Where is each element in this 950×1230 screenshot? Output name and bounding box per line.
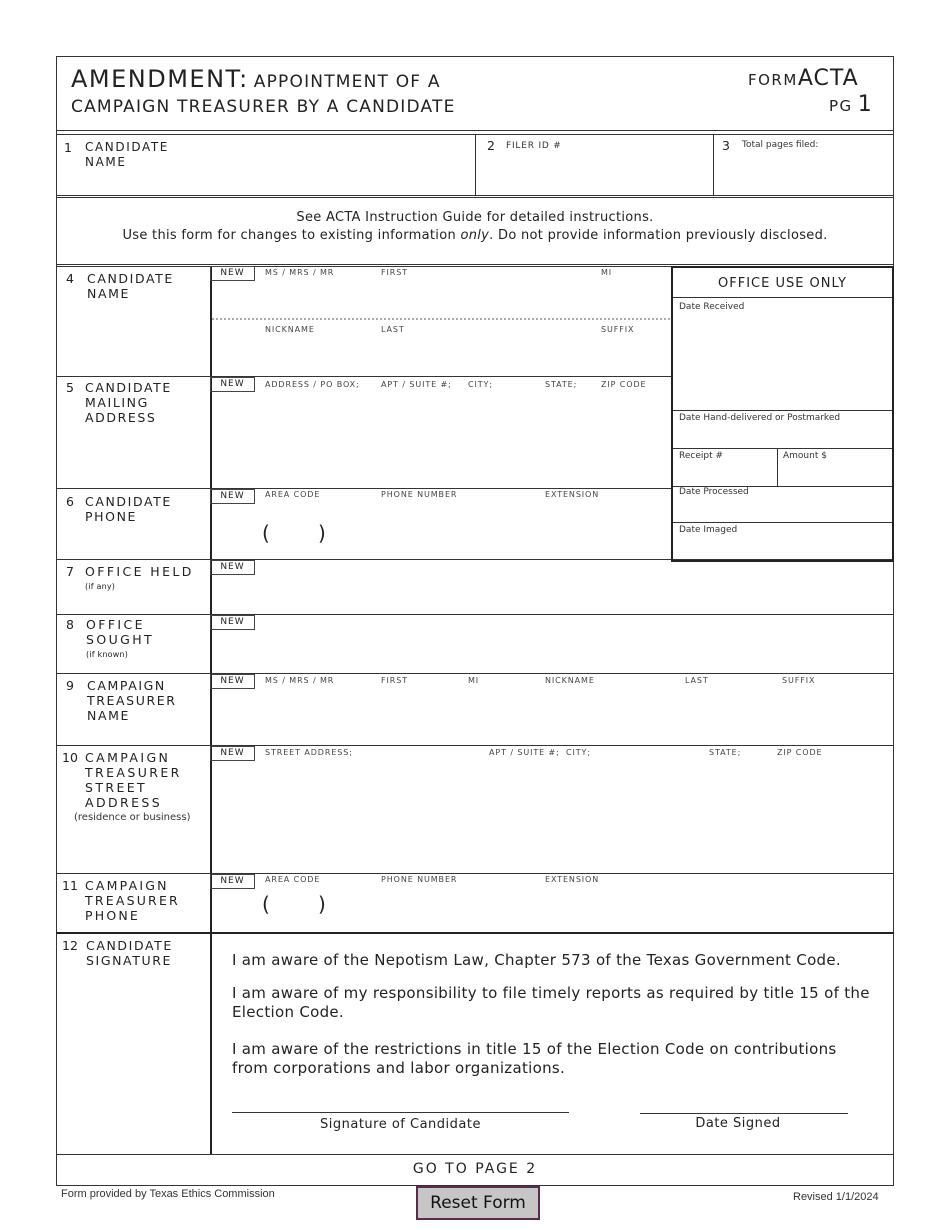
s12-number: 12: [62, 938, 78, 953]
s12-label: [86, 938, 173, 968]
s7-label-text: OFFICE HELD: [85, 564, 194, 579]
s6-f-area: AREA CODE: [265, 490, 321, 499]
s11-label-line1: CAMPAIGN: [85, 878, 169, 893]
s5-label-line1: CANDIDATE: [85, 380, 172, 395]
s9-f-nickname: NICKNAME: [545, 676, 595, 685]
statement-nepotism: I am aware of the Nepotism Law, Chapter 573 of the Texas Government Code.: [232, 951, 841, 969]
s8-label-line2: SOUGHT: [86, 632, 155, 647]
treasurer-name-input[interactable]: [258, 690, 888, 742]
s5-address-input[interactable]: [258, 393, 668, 485]
s9-label: [87, 678, 177, 723]
office-use-title: OFFICE USE ONLY: [718, 276, 847, 291]
s8-sublabel: (if known): [86, 650, 129, 659]
s10-number: 10: [62, 750, 78, 765]
s1-label-line2: NAME: [85, 155, 127, 169]
office-sought-input[interactable]: [258, 617, 888, 671]
s11-label-line3: PHONE: [85, 908, 141, 923]
date-signed-field[interactable]: [640, 1085, 848, 1113]
ofu-amount: Amount $: [783, 451, 827, 461]
s9-new-box: NEW: [210, 674, 255, 689]
s11-f-area: AREA CODE: [265, 875, 321, 884]
s11-phone-input[interactable]: [378, 888, 538, 928]
s11-extension-input[interactable]: [542, 888, 882, 928]
page-prefix: PG: [829, 97, 853, 115]
s6-new-box: NEW: [210, 489, 255, 504]
form-title: [71, 65, 441, 93]
title-line2: CAMPAIGN TREASURER BY A CANDIDATE: [71, 97, 456, 117]
form-code-value: ACTA: [797, 66, 859, 91]
s4-f-first: FIRST: [381, 268, 408, 277]
s11-number: 11: [62, 878, 78, 893]
s4-f-mi: MI: [601, 268, 613, 277]
s6-number: 6: [66, 494, 74, 509]
s7-new-box: NEW: [210, 560, 255, 575]
instruction-line2-b: . Do not provide information previously disclosed.: [489, 228, 828, 243]
s8-label: [86, 617, 154, 662]
s6-paren-open: (: [262, 521, 270, 545]
s6-area-code-input[interactable]: [272, 520, 316, 550]
instruction-line2-a: Use this form for changes to existing information: [122, 228, 461, 243]
s9-f-mi: MI: [468, 676, 480, 685]
s4-label-line1: CANDIDATE: [87, 271, 174, 286]
s1-label: [85, 140, 169, 170]
s5-new-box: NEW: [210, 377, 255, 392]
s11-new-box: NEW: [210, 874, 255, 889]
instruction-line2: [56, 228, 894, 243]
revised-date: Revised 1/1/2024: [793, 1191, 879, 1203]
s10-f-state: STATE;: [709, 748, 742, 757]
reset-form-button[interactable]: Reset Form: [416, 1186, 540, 1220]
s2-label: FILER ID #: [506, 141, 562, 151]
s11-paren-open: (: [262, 892, 270, 916]
s6-phone-input[interactable]: [378, 505, 538, 553]
s9-label-line3: NAME: [87, 708, 130, 723]
s11-label: [85, 878, 180, 923]
form-code: [748, 66, 859, 91]
instruction-line1: See ACTA Instruction Guide for detailed instructions.: [296, 210, 654, 225]
s4-name-input-bottom[interactable]: [258, 337, 668, 373]
s9-f-suffix: SUFFIX: [782, 676, 816, 685]
s10-f-zip: ZIP CODE: [777, 748, 823, 757]
s10-new-box: NEW: [210, 746, 255, 761]
signature-label: Signature of Candidate: [320, 1117, 481, 1132]
provided-by: Form provided by Texas Ethics Commission: [61, 1188, 275, 1200]
title-main: AMENDMENT:: [71, 65, 249, 93]
s5-f-city: CITY;: [468, 380, 493, 389]
s2-number: 2: [487, 138, 495, 153]
s5-f-state: STATE;: [545, 380, 578, 389]
ofu-date-imaged: Date Imaged: [679, 525, 738, 535]
s4-label-line2: NAME: [87, 286, 130, 301]
statement-restrictions: I am aware of the restrictions in title 15 of the Election Code on contributions from corporations and labor organizations.: [232, 1040, 837, 1077]
s6-f-ext: EXTENSION: [545, 490, 600, 499]
instruction-line2-em: only: [460, 228, 490, 243]
s4-name-input-top[interactable]: [258, 280, 668, 316]
s10-label-line4: ADDRESS: [85, 795, 163, 810]
s10-label: [85, 750, 182, 810]
s9-label-line1: CAMPAIGN: [87, 678, 166, 693]
treasurer-address-input[interactable]: [258, 762, 888, 870]
s5-label-line3: ADDRESS: [85, 410, 157, 425]
s4-number: 4: [66, 271, 74, 286]
s10-f-city: CITY;: [566, 748, 591, 757]
s11-area-code-input[interactable]: [272, 892, 316, 922]
s8-number: 8: [66, 617, 74, 632]
s1-number: 1: [64, 140, 72, 155]
s4-f-suffix: SUFFIX: [601, 325, 635, 334]
s5-f-apt: APT / SUITE #;: [381, 380, 452, 389]
s8-label-line1: OFFICE: [86, 617, 145, 632]
page-indicator: [829, 92, 872, 117]
s3-number: 3: [722, 138, 730, 153]
s7-sublabel: (if any): [85, 582, 116, 591]
s6-paren-close: ): [318, 521, 326, 545]
s4-f-last: LAST: [381, 325, 405, 334]
s6-label: [85, 494, 172, 524]
s10-label-line1: CAMPAIGN: [85, 750, 171, 765]
s6-f-phone: PHONE NUMBER: [381, 490, 458, 499]
s11-f-phone: PHONE NUMBER: [381, 875, 458, 884]
s4-f-prefix: MS / MRS / MR: [265, 268, 335, 277]
s7-label: [85, 564, 194, 594]
go-to-page-2[interactable]: GO TO PAGE 2: [412, 1161, 538, 1177]
s10-f-street: STREET ADDRESS;: [265, 748, 353, 757]
s10-f-apt: APT / SUITE #;: [489, 748, 560, 757]
s4-new-box: NEW: [210, 266, 255, 281]
office-held-input[interactable]: [258, 562, 888, 612]
s6-label-line2: PHONE: [85, 509, 138, 524]
ofu-date-received: Date Received: [679, 302, 745, 312]
s12-label-line2: SIGNATURE: [86, 953, 173, 968]
s1-label-line1: CANDIDATE: [85, 140, 169, 154]
s10-label-line3: STREET: [85, 780, 148, 795]
candidate-name-field[interactable]: [170, 136, 470, 192]
s10-sublabel: (residence or business): [74, 812, 191, 823]
title-rest: APPOINTMENT OF A: [253, 72, 441, 92]
total-pages-field[interactable]: [716, 155, 890, 193]
s6-extension-input[interactable]: [542, 505, 667, 553]
s11-f-ext: EXTENSION: [545, 875, 600, 884]
s8-new-box: NEW: [210, 615, 255, 630]
s5-label-line2: MAILING: [85, 395, 149, 410]
s9-f-first: FIRST: [381, 676, 408, 685]
s5-f-zip: ZIP CODE: [601, 380, 647, 389]
date-signed-label: Date Signed: [695, 1116, 781, 1131]
s6-label-line1: CANDIDATE: [85, 494, 172, 509]
s12-label-line1: CANDIDATE: [86, 938, 173, 953]
s4-f-nickname: NICKNAME: [265, 325, 315, 334]
signature-field[interactable]: [232, 1085, 569, 1112]
filer-id-field[interactable]: [478, 155, 710, 193]
statement-reports: I am aware of my responsibility to file timely reports as required by title 15 of the Election Code.: [232, 984, 870, 1021]
page-number: 1: [857, 92, 872, 117]
s9-f-prefix: MS / MRS / MR: [265, 676, 335, 685]
form-prefix: FORM: [748, 71, 798, 89]
s4-label: [87, 271, 174, 301]
ofu-receipt: Receipt #: [679, 451, 724, 461]
s11-paren-close: ): [318, 892, 326, 916]
s9-number: 9: [66, 678, 74, 693]
s3-label: Total pages filed:: [742, 140, 819, 150]
s5-f-address: ADDRESS / PO BOX;: [265, 380, 360, 389]
s7-number: 7: [66, 564, 74, 579]
s5-number: 5: [66, 380, 74, 395]
ofu-date-hand: Date Hand-delivered or Postmarked: [679, 413, 841, 423]
s5-label: [85, 380, 172, 425]
s10-label-line2: TREASURER: [85, 765, 182, 780]
s9-f-last: LAST: [685, 676, 709, 685]
s9-label-line2: TREASURER: [87, 693, 177, 708]
s11-label-line2: TREASURER: [85, 893, 180, 908]
ofu-date-processed: Date Processed: [679, 487, 749, 497]
